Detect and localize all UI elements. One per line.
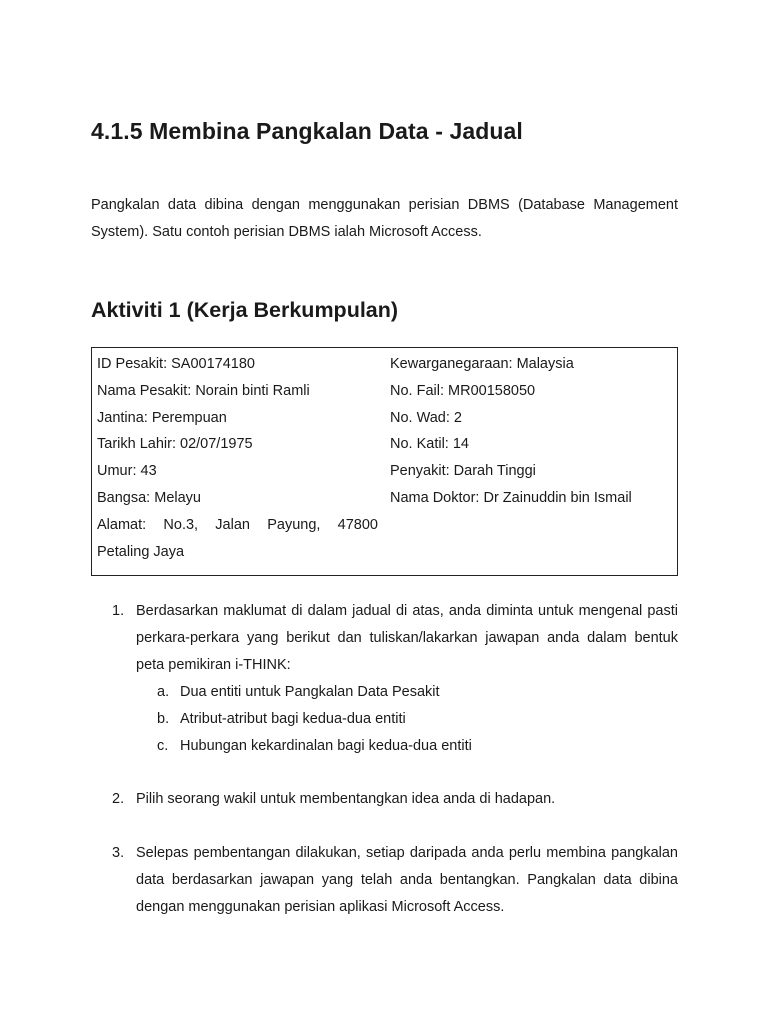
question-1 [91,598,678,760]
activity-title: Aktiviti 1 (Kerja Berkumpulan) [91,298,399,322]
patient-info-left-column [97,351,378,565]
section-title: 4.1.5 Membina Pangkalan Data - Jadual [91,118,523,144]
question-3 [91,840,678,921]
patient-disease: Penyakit: Darah Tinggi [390,463,536,480]
question-2 [91,786,678,813]
patient-age: Umur: 43 [97,463,157,480]
subitem-text: Hubungan kekardinalan bagi kedua-dua entiti [180,738,472,754]
subitem-letter: c. [157,738,169,754]
patient-info-right-column [390,351,675,512]
patient-name: Nama Pesakit: Norain binti Ramli [97,382,310,399]
patient-bed-number: No. Katil: 14 [390,436,469,453]
patient-address: Alamat: No.3, Jalan Payung, 47800 Petaling Jaya [97,516,378,560]
patient-birthdate: Tarikh Lahir: 02/07/1975 [97,436,253,453]
patient-race: Bangsa: Melayu [97,489,201,506]
patient-doctor: Nama Doktor: Dr Zainuddin bin Ismail [390,489,632,506]
subitem-letter: b. [157,711,170,727]
question-number: 1. [112,603,125,619]
patient-file-number: No. Fail: MR00158050 [390,382,536,399]
patient-citizenship: Kewarganegaraan: Malaysia [390,356,574,372]
patient-ward-number: No. Wad: 2 [390,409,462,426]
subitem-c [136,733,678,760]
patient-id: ID Pesakit: SA00174180 [97,356,255,372]
question-text: Selepas pembentangan dilakukan, setiap daripada anda perlu membina pangkalan data berdasarkan jawapan yang telah anda bentangkan. Pangkalan data dibina dengan menggunakan perisian aplikasi Microsoft Access. [136,845,678,915]
subitem-text: Dua entiti untuk Pangkalan Data Pesakit [180,684,440,700]
question-text: Pilih seorang wakil untuk membentangkan idea anda di hadapan. [136,791,556,807]
subitem-b [136,706,678,733]
subitem-text: Atribut-atribut bagi kedua-dua entiti [180,711,406,727]
question-number: 2. [112,791,125,807]
subitem-letter: a. [157,684,170,700]
patient-gender: Jantina: Perempuan [97,409,227,426]
patient-info-box [91,347,678,576]
question-number: 3. [112,845,125,861]
question-text: Berdasarkan maklumat di dalam jadual di atas, anda diminta untuk mengenal pasti perkara-perkara yang berikut dan tuliskan/lakarkan jawapan anda dalam bentuk peta pemikiran i-THINK: [136,603,678,673]
subitem-a [136,679,678,706]
intro-paragraph: Pangkalan data dibina dengan menggunakan perisian DBMS (Database Management System). Satu contoh perisian DBMS ialah Microsoft Access. [91,197,678,240]
